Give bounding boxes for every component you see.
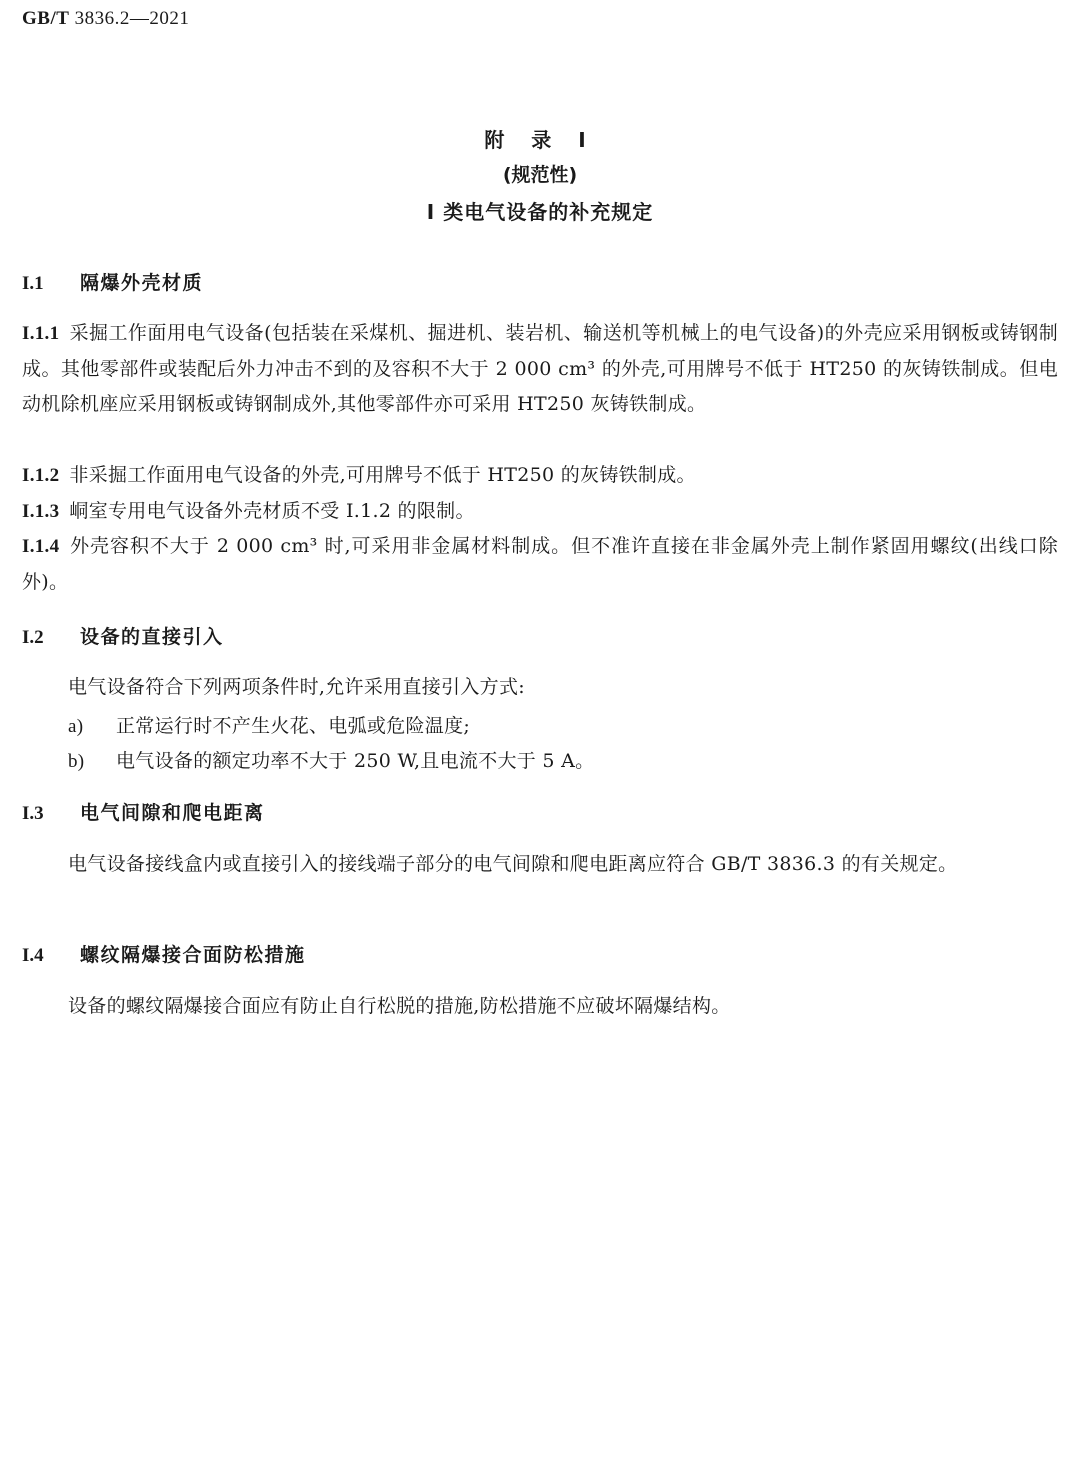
section-heading-i2 xyxy=(22,622,224,649)
section-number: I.3 xyxy=(22,803,44,824)
section-heading-i3 xyxy=(22,798,265,825)
section-i3-text: 电气设备接线盒内或直接引入的接线端子部分的电气间隙和爬电距离应符合 GB/T 3836.3 的有关规定。 xyxy=(68,853,958,875)
clause-text: 采掘工作面用电气设备(包括装在采煤机、掘进机、装岩机、输送机等机械上的电气设备)的外壳应采用钢板或铸钢制成。其他零部件或装配后外力冲击不到的及容积不大于 2 000 cm³ 的外壳,可用牌号不低于 HT250 的灰铸铁制成。但电动机除机座应采用钢板或铸钢制成外,其他零部件亦可采用 HT250 灰铸铁制成。 xyxy=(22,322,1058,415)
section-title: 设备的直接引入 xyxy=(80,626,224,648)
clause-text: 峒室专用电气设备外壳材质不受 I.1.2 的限制。 xyxy=(69,500,475,522)
standard-number-header xyxy=(22,8,189,30)
section-number: I.1 xyxy=(22,273,44,294)
standard-number: 3836.2—2021 xyxy=(74,8,190,29)
list-item-b xyxy=(68,746,594,773)
clause-text: 外壳容积不大于 2 000 cm³ 时,可采用非金属材料制成。但不准许直接在非金属外壳上制作紧固用螺纹(出线口除外)。 xyxy=(22,535,1058,593)
clause-number: I.1.2 xyxy=(22,465,60,486)
section-title: 螺纹隔爆接合面防松措施 xyxy=(80,944,306,966)
section-number: I.4 xyxy=(22,945,44,966)
clause-number: I.1.4 xyxy=(22,536,60,557)
annex-name: I 类电气设备的补充规定 xyxy=(426,200,654,224)
clause-number: I.1.3 xyxy=(22,501,60,522)
clause-number: I.1.1 xyxy=(22,323,60,344)
standard-prefix: GB/T xyxy=(22,8,70,29)
clause-i-1-1 xyxy=(22,316,1058,423)
section-title: 电气间隙和爬电距离 xyxy=(80,802,265,824)
annex-type: (规范性) xyxy=(502,164,578,186)
clause-text: 非采掘工作面用电气设备的外壳,可用牌号不低于 HT250 的灰铸铁制成。 xyxy=(69,464,696,486)
annex-title: 附 录 I xyxy=(484,128,596,152)
section-title: 隔爆外壳材质 xyxy=(80,272,204,294)
clause-i-1-4 xyxy=(22,529,1058,600)
section-heading-i1 xyxy=(22,268,203,295)
list-item-text: 正常运行时不产生火花、电弧或危险温度; xyxy=(116,715,471,737)
section-heading-i4 xyxy=(22,940,306,967)
section-i2-intro: 电气设备符合下列两项条件时,允许采用直接引入方式: xyxy=(68,676,525,698)
list-item-a xyxy=(68,711,470,738)
list-marker: b) xyxy=(68,751,85,772)
section-i4-text: 设备的螺纹隔爆接合面应有防止自行松脱的措施,防松措施不应破坏隔爆结构。 xyxy=(68,995,731,1017)
section-number: I.2 xyxy=(22,627,44,648)
clause-i-1-3 xyxy=(22,494,1058,530)
list-item-text: 电气设备的额定功率不大于 250 W,且电流不大于 5 A。 xyxy=(116,750,595,772)
clause-i-1-2 xyxy=(22,458,1058,494)
list-marker: a) xyxy=(68,716,84,737)
